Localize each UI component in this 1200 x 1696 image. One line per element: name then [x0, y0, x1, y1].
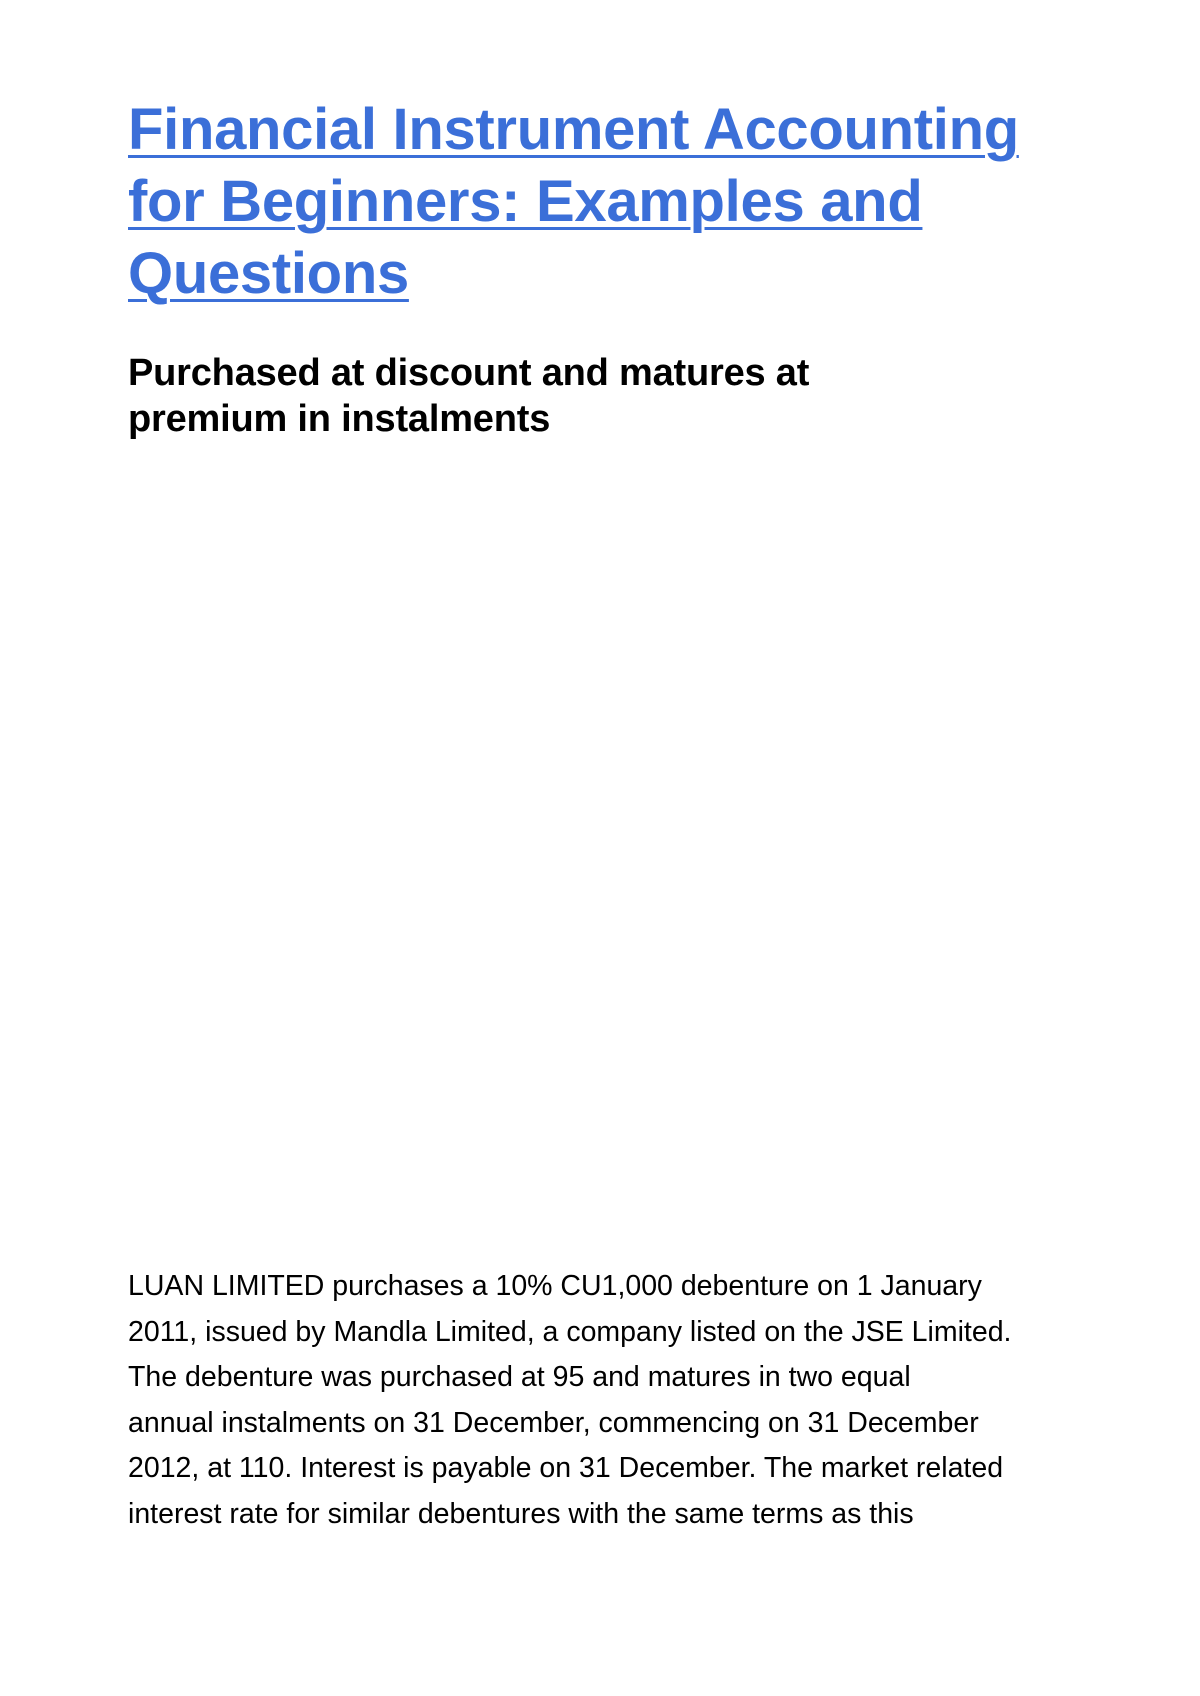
- article-title-line: Questions: [128, 241, 409, 306]
- body-line: The debenture was purchased at 95 and matures in two equal: [128, 1361, 911, 1393]
- article-title-line: for Beginners: Examples and: [128, 169, 923, 234]
- body-line: LUAN LIMITED purchases a 10% CU1,000 debenture on 1 January: [128, 1270, 982, 1302]
- body-line: 2012, at 110. Interest is payable on 31 December. The market related: [128, 1452, 1004, 1484]
- article-title-line: Financial Instrument Accounting: [128, 97, 1019, 162]
- document-page: [128, 0, 1078, 1530]
- article-title-link[interactable]: [128, 94, 1078, 310]
- body-line: annual instalments on 31 December, commencing on 31 December: [128, 1406, 979, 1439]
- body-line: interest rate for similar debentures with the same terms as this: [128, 1497, 914, 1530]
- section-heading-line: Purchased at discount and matures at: [128, 352, 810, 394]
- body-line: 2011, issued by Mandla Limited, a company listed on the JSE Limited.: [128, 1315, 1012, 1348]
- section-heading: [128, 350, 948, 442]
- section-heading-line: premium in instalments: [128, 398, 551, 440]
- body-paragraph: [128, 1264, 1088, 1537]
